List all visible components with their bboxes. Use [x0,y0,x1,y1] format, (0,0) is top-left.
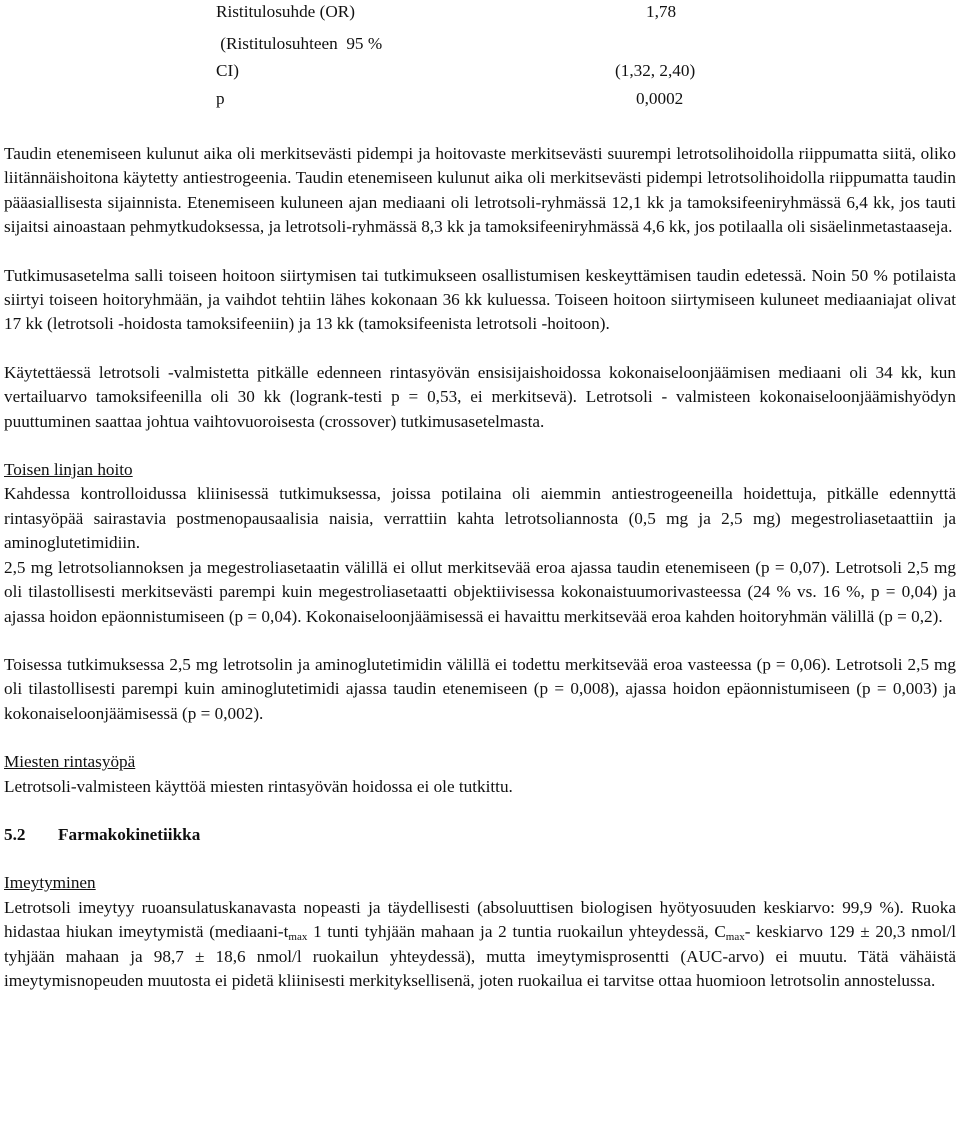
paragraph: Letrotsoli-valmisteen käyttöä miesten rintasyövän hoidossa ei ole tutkittu. [4,776,513,796]
paragraph-absorption [4,896,956,994]
ratio-table [216,0,736,114]
table-row [216,32,736,60]
document-body [4,142,956,993]
text-run: - keskiarvo 129 ± 20,3 nmol/l tyhjään mahaan ja 98,7 ± 18,6 nmol/l ruokailun yhteydessä), mutta imeytymisprosentti (AUC-arvo) ei muutu. Tätä vähäistä imeytymisnopeuden muutosta ei pidetä kliinisesti merkityksellisenä, joten ruokailua ei tarvitse ottaa huomioon letrotsolin annostelussa. [4,922,957,990]
text-run: Letrotsoli imeytyy ruoansulatuskanavasta nopeasti ja täydellisesti (absoluuttisen biologisen hyötyosuuden keskiarvo: 99,9 %). Ruoka hidastaa hiukan imeytymistä (mediaani-t [4,897,956,942]
row-value: 0,0002 [636,88,684,108]
paragraph: 2,5 mg letrotsoliannoksen ja megestroliasetaatin välillä ei ollut merkitsevää eroa ajassa taudin etenemiseen (p = 0,07). Letrotsoli 2,5 mg oli tilastollisesti merkitsevästi parempi kuin megestroliasetaatti objektiivisessa kokonaistuumorivasteessa (24 % vs. 16 %, p = 0,04) ja ajassa hoidon epäonnistumiseen (p = 0,04). Kokonaiseloonjäämisessä ei havaittu merkitsevää eroa kahden hoitoryhmän välillä (p = 0,2). [4,557,956,626]
paragraph: Tutkimusasetelma salli toiseen hoitoon siirtymisen tai tutkimukseen osallistumisen keskeyttämisen taudin edetessä. Noin 50 % potilaista siirtyi toiseen hoitoryhmään, ja vaihdot tehtiin lähes kokonaan 36 kk kuluessa. Toiseen hoitoon siirtymiseen kuluneet mediaaniajat olivat 17 kk (letrotsoli -hoidosta tamoksifeeniin) ja 13 kk (tamoksifeenista letrotsoli -hoitoon). [4,265,956,334]
row-value: 1,78 [646,2,677,21]
paragraph: Taudin etenemiseen kulunut aika oli merkitsevästi pidempi ja hoitovaste merkitsevästi suurempi letrotsolihoidolla riippumatta siitä, oliko liitännäishoitona käytetty antiestrogeenia. Taudin etenemiseen kulunut aika oli merkitsevästi pidempi letrotsolihoidolla riippumatta taudin pääasiallisesta sijainnista. Etenemiseen kuluneen ajan mediaani oli letrotsoli-ryhmässä 12,1 kk ja tamoksifeeniryhmässä 6,4 kk, jos tauti sijaitsi ainoastaan pehmytkudoksessa, ja letrotsoli-ryhmässä 8,3 kk ja tamoksifeeniryhmässä 4,6 kk, jos potilaalla oli sisäelinmetastaaseja. [4,144,956,237]
section-heading [4,823,956,847]
table-row [216,0,736,28]
table-row [216,59,736,87]
paragraph: Toisessa tutkimuksessa 2,5 mg letrotsolin ja aminoglutetimidin välillä ei todettu merkitsevää eroa vasteessa (p = 0,06). Letrotsoli 2,5 mg oli tilastollisesti parempi kuin aminoglutetimidi ajassa taudin etenemiseen (p = 0,008), ajassa hoidon epäonnistumiseen (p = 0,003) ja kokonaiseloonjäämisessä (p = 0,002). [4,654,956,723]
paragraph: Kahdessa kontrolloidussa kliinisessä tutkimuksessa, joissa potilaina oli aiemmin antiestrogeeneilla hoidettuja, pitkälle edennyttä rintasyöpää sairastavia postmenopausaalisia naisia, verrattiin kahta letrotsoliannosta (0,5 mg ja 2,5 mg) megestroliasetaattiin ja aminoglutetimidiin. [4,484,956,553]
subscript: max [725,931,745,944]
subheading-second-line: Toisen linjan hoito [4,460,133,480]
subheading-absorption: Imeytyminen [4,873,96,893]
paragraph: Käytettäessä letrotsoli -valmistetta pitkälle edenneen rintasyövän ensisijaishoidossa kokonaiseloonjäämisen mediaani oli 34 kk, kun vertailuarvo tamoksifeenilla oli 30 kk (logrank-testi p = 0,53, ei merkitsevä). Letrotsoli - valmisteen kokonaiseloonjäämishyödyn puuttuminen saattaa johtua vaihtovuoroisesta (crossover) tutkimusasetelmasta. [4,362,956,431]
table-row [216,87,736,115]
row-label: Ristitulosuhde (OR) [216,2,355,21]
row-value: (1,32, 2,40) [615,61,696,80]
row-label: p [216,88,225,108]
section-title: Farmakokinetiikka [58,824,201,844]
text-run: 1 tunti tyhjään mahaan ja 2 tuntia ruokailun yhteydessä, C [307,922,726,942]
row-label: (Ristitulosuhteen 95 % [216,33,383,53]
section-number: 5.2 [4,824,26,844]
row-label: CI) [216,61,239,80]
subheading-male-breast-cancer: Miesten rintasyöpä [4,752,136,772]
subscript: max [288,931,308,944]
